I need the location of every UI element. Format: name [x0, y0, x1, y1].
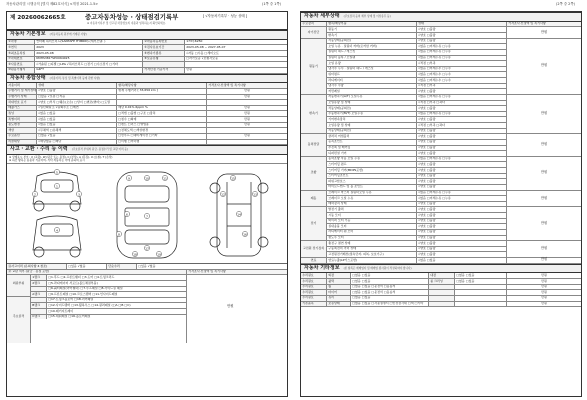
car-top-rear-glass [125, 230, 169, 244]
part-number-label: 13 [253, 192, 257, 197]
status-state: √양호 □불량 [37, 89, 117, 94]
detail-item: 윈도우 모터 [327, 236, 417, 241]
status-state: √없음 □있음 [37, 117, 117, 122]
basic-label: ⑩원동기형식 [7, 68, 35, 73]
detail-state: √양호 □불량 [418, 162, 436, 166]
status-name: 색상 [7, 128, 37, 133]
basic-info-table [7, 40, 287, 74]
detail-price: 만원 [540, 220, 548, 225]
detail-state: √없음 □미세누유 □누유 [418, 111, 451, 116]
frame-price-unit: 만원 [227, 304, 234, 309]
status-note: 만원 [244, 133, 250, 138]
other-item: 타이어 [327, 290, 351, 295]
car-diagram [7, 164, 287, 264]
part-number-label: 11 [163, 176, 167, 181]
rankB2-items: □19.패키지트레이 [48, 309, 74, 313]
part-number-label: 1 [56, 184, 58, 189]
status-name: 용도변경 [7, 123, 37, 128]
part-number-label: 7 [146, 214, 148, 219]
basic-label2: ⑧보증유형 [143, 57, 185, 62]
part-number-label: 14 [237, 212, 241, 217]
detail-state: √양호 □불량 [418, 184, 436, 189]
status-state: √일산화탄소 √탄화수소 □매연 [37, 106, 117, 111]
detail-row [327, 185, 506, 190]
detail-group [301, 134, 581, 157]
detail-item: 브레이크 오일 누유 [327, 196, 417, 201]
other-price: 만원 [541, 295, 547, 300]
status-detail: □선루프 □네비게이션 □기타 [117, 134, 207, 139]
detail-item: 오일 유량 [327, 61, 417, 66]
basic-value2: 2023-05-08 ~ 2027-05-07 [186, 45, 226, 49]
status-name: 배출가스 [7, 106, 37, 111]
detail-item: 스티어링조인트 [327, 174, 417, 179]
detail-item: 스티어링 기어(MDPS포함) [327, 168, 417, 173]
detail-item: 오일유량 및 상태 [327, 101, 417, 106]
status-state: □없음 √있음 [37, 134, 117, 139]
detail-price: 만원 [540, 246, 548, 251]
detail-state: √양호 □불량 [418, 38, 436, 43]
detail-item: 라디에이터 [327, 78, 417, 83]
other-title: 자동차 기타정보 (본 항목은 매매업자 및 매매업 종사원이 작성하여야 합니다) [301, 264, 581, 274]
other-item2: 내장 [429, 273, 455, 278]
car-rear-wheel-right [70, 247, 80, 257]
detail-group-name: 전기 [301, 207, 327, 240]
detail-state: √없음 □미세누유 □누유 [418, 156, 451, 161]
rank2-items: □5.라디에이터 서포트(볼트체결부품) [48, 280, 98, 285]
detail-item: 파워고압호스 [327, 179, 417, 184]
detail-item: 브레이크 마스터 실린더오일 누유 [327, 191, 417, 196]
other-item: 외장 [327, 273, 351, 278]
status-note: 만원 [244, 105, 250, 110]
status-name: 특별이력 [7, 117, 37, 122]
detail-item: 기어변속장치 [327, 117, 417, 122]
status-note: 만원 [244, 117, 250, 121]
detail-item: 실린더 헤드 / 개스킷 [327, 50, 417, 55]
status-note [207, 100, 287, 105]
detail-row [327, 236, 506, 241]
detail-state: √없음 □미세누유 □누유 [418, 94, 451, 99]
detail-item: 타이로드엔드 및 볼 조인트 [327, 185, 417, 190]
detail-item: 원동기 [327, 27, 417, 32]
frame-table: 외판부위 주요골격 1랭크 □1.후드 □2.프론트휀더 □3.도어 □4.트렁크리드 2랭크 □5.라디에이터 서포트(볼트체결부품) □6.쿼터패널(리어휀더) □7.루프패널 □8.사이드실 패널 A랭크 □9.프론트패널 □10.크로스멤버 □11.인사이드패널 □17.트렁크플로어 □18.리어패널 B랭크 □12.사이드멤버 □13.휠하우스 □14.필러패널 (□A □B □C) □19.패키지트레이 C랭크 □15.대쉬패널 □16.플로어패널 만원 [7, 275, 287, 343]
detail-title: 자동차 세부상태 (주요장치 등의 세부 상태 및 이상유무 등) [301, 12, 581, 22]
car-top-front-glass [125, 186, 169, 202]
part-number-label: 19 [157, 252, 161, 257]
detail-state: √없음 □미세누유 □누유 [418, 190, 451, 195]
detail-state: √없음 □미세누유 □누유 [418, 44, 451, 48]
status-note: 만원 [244, 111, 250, 115]
detail-state: √양호 □불량 [418, 117, 436, 121]
detail-state: √없음 □미세누유 □누유 [418, 49, 451, 54]
rank1-items: □1.후드 □2.프론트휀더 □3.도어 □4.트렁크리드 [48, 275, 115, 279]
part-number-label: 6 [126, 212, 128, 217]
detail-state: √없음 □미세누수 □누수 [418, 66, 451, 71]
detail-head: 주요장치 항목/해당부품 상태 가격조사·산정액 및 특기사항 [301, 22, 581, 28]
detail-group-name: 연료 [301, 258, 327, 263]
status-state: √없음 □있음 [37, 111, 117, 116]
basic-label2: ⑥변속기종류 [143, 51, 185, 56]
rankC-items: □15.대쉬패널 □16.플로어패널 [48, 314, 91, 319]
basic-info-title: 자동차 기본정보 (자동차등록 원부에 기재된 사항) [7, 30, 287, 40]
page-two [300, 11, 582, 397]
detail-item: 클러치 어셈블리 [327, 134, 417, 139]
other-item2 [429, 285, 455, 290]
detail-row [327, 202, 506, 207]
other-group: 수리필요 [301, 279, 327, 284]
status-state: □많음 √보통 □적음 [37, 95, 117, 100]
status-state: √양호 □부식 □훼손(오손) □상이 □변조(변타) □도말 [37, 100, 117, 105]
detail-state: √적정 □부족 □과다 [418, 100, 446, 105]
doc-title: 중고자동차성능 · 상태점검기록부 [85, 13, 179, 21]
part-number-label: 17 [145, 246, 149, 251]
detail-item: 연료누출(LP가스포함) [327, 258, 417, 263]
accident-summary-row: ⑪사고이력 (유의사항 4 참조) □있음 √없음 단순수리 □있음 √없음 [7, 264, 287, 270]
status-detail: □적법 □불법 □구조 □장치 [117, 111, 207, 116]
other-item: 휠 [327, 285, 351, 290]
status-note [207, 140, 287, 145]
outer-panel-label: 외판부위 [7, 275, 30, 297]
detail-state: √적정 □부족 [418, 83, 436, 88]
part-number-label: 8 [118, 232, 120, 237]
detail-group [301, 191, 581, 208]
other-state: □없음 □있음 [351, 279, 429, 284]
status-head: 사용이력 상태 항목/해당사항 가격조사·산정액 및 특기사항 [7, 83, 287, 89]
other-table [301, 273, 581, 307]
detail-state: √양호 □불량 [418, 213, 436, 217]
part-number-label: 18 [133, 252, 137, 257]
detail-state: √양호 □불량 [418, 106, 436, 110]
other-group: 수리필요 [301, 290, 327, 295]
car-rear-wheel-left [34, 247, 44, 257]
detail-group [301, 27, 581, 38]
detail-state: √없음 □있음 [418, 258, 436, 262]
accident-title: 사고 · 교환 · 수리 등 이력 (주요골격 부위의 판금, 용접수리 및 교환 이력 등) [7, 145, 287, 155]
detail-state: √없음 □미세누수 □누수 [418, 72, 451, 76]
other-price: 만원 [541, 273, 547, 277]
doc-title-options: [ √자동차기록부 · 성능 상태 ] [203, 14, 248, 18]
detail-item: 오일 누유 · 실린더 커버(로커암 커버) [327, 44, 417, 49]
detail-table [301, 27, 581, 263]
doc-number: 제 20260062665호 [10, 15, 66, 21]
detail-item: 구동축전지 격리 상태 [327, 247, 417, 252]
status-state: √해당없음 □해당 [37, 140, 117, 145]
part-number-label: 10 [145, 176, 149, 181]
part-number-label: 3 [78, 192, 80, 197]
detail-state: √양호 □불량 [418, 229, 436, 234]
detail-state: √양호 □불량 [418, 33, 436, 37]
accident-legend: ※ 상태표시 부호 : X (교환), W (판금 또는 용접), C (부식), A (흠집), U (요철), T (손상) ※ 하단 항목은 승용차 기준이며, 기타 자동차는 이에 준하여 표시 [7, 155, 287, 164]
detail-price: 만원 [540, 257, 548, 262]
detail-item: 작동상태(공회전) [327, 106, 417, 111]
detail-state: √양호 □불량 [418, 207, 436, 211]
major-frame-label: 주요골격 [7, 297, 30, 343]
detail-item: 스티어링 펌프 [327, 162, 417, 167]
detail-group-name: 제동 [301, 191, 327, 207]
rank2b-items: □6.쿼터패널(리어휀더) □7.루프패널 □8.사이드실 패널 [48, 286, 123, 291]
detail-state: √양호 □불량 [418, 235, 436, 240]
other-state2: □없음 □있음 [455, 279, 507, 284]
detail-group [301, 207, 581, 241]
part-number-label: 15 [231, 176, 235, 181]
basic-value2: 만원 [186, 67, 192, 72]
detail-row [327, 252, 506, 257]
other-item: 유리 [327, 296, 351, 301]
detail-price: 만원 [540, 170, 548, 175]
other-price: 만원 [541, 290, 547, 294]
part-number-label: 5 [56, 170, 58, 175]
basic-label2 [143, 62, 185, 67]
basic-value: √가솔린 □디젤 □LPG √하이브리드 □전기 □수소전기 □기타 [35, 62, 143, 67]
part-number-labels [32, 169, 257, 256]
basic-value: 2023-05-08 [35, 51, 143, 56]
detail-item: 디퍼런셜 기어 [327, 151, 417, 156]
status-detail: □렌트 □리스 □영업용 [117, 123, 207, 128]
basic-label2: ④검사유효기간 [143, 45, 185, 50]
status-state: √없음 □있음 [37, 123, 117, 128]
other-group: 수리필요 [301, 285, 327, 290]
detail-group-name: 동력전달 [301, 134, 327, 156]
detail-item: 수동변속기(M/T) 오일누유 [327, 112, 417, 117]
status-name: 주행거리 상태 [7, 95, 37, 100]
status-name: 튜닝 [7, 111, 37, 116]
detail-item: 커먼레일 [327, 89, 417, 94]
other-state: □없음 □있음 [351, 273, 429, 278]
status-detail [117, 95, 207, 100]
status-name: 차대번호 표기 [7, 100, 37, 105]
detail-group-name: 조향 [301, 157, 327, 190]
detail-item: 오일유량 및 상태 [327, 123, 417, 128]
detail-item: 발전기 출력 [327, 207, 417, 212]
status-note: 만원 [244, 122, 250, 127]
other-price: 만원 [541, 279, 547, 283]
detail-state: √양호 □불량 [418, 224, 436, 228]
basic-value: G4FT [35, 68, 143, 73]
detail-group-name: 고전원 전기장치 [301, 241, 327, 257]
status-name: 주행거리 및 계기상태 [8, 88, 37, 93]
status-title: 자동차 종합상태 (사용이력, 튜닝 및 특별이력 등에 관한 사항) [7, 74, 287, 84]
detail-state: √양호 □불량 [418, 173, 436, 178]
doc-note: ※ 자동차기록부 및 신고된 차량정보의 내용과 일치하는지 확인하세요. [87, 22, 166, 25]
basic-label: ⑤최초등록일 [7, 51, 35, 56]
other-state: □없음 □있음 □운전석 □동승석 [351, 285, 429, 290]
detail-state: √양호 □불량 [418, 139, 436, 144]
basic-value2 [185, 62, 287, 67]
detail-price: 만원 [540, 63, 548, 68]
status-detail: □침수 □화재 [117, 117, 207, 122]
detail-state: √없음 □미세누유 □누유 [418, 196, 451, 200]
detail-item: 작동상태(공회전) [327, 129, 417, 134]
detail-state: √양호 □불량 [418, 134, 436, 138]
status-detail [117, 100, 207, 105]
detail-state: √없음 □미세누유 □누유 [418, 55, 451, 60]
detail-item: 워터펌프 [327, 72, 417, 77]
status-note: 만원 [244, 94, 250, 99]
other-state2 [455, 296, 507, 301]
detail-item: 라디에이터 팬 모터 [327, 230, 417, 235]
status-name: 주요옵션 [7, 134, 37, 139]
detail-item: 추진축 및 베어링 [327, 146, 417, 151]
detail-group [301, 39, 581, 95]
other-price: 만원 [541, 301, 547, 306]
detail-group [301, 241, 581, 258]
detail-state: √양호 □불량 [418, 252, 436, 256]
car-front-wheel-left [34, 201, 44, 211]
status-state: √무채색 □유채색 [37, 128, 117, 133]
detail-state: √양호 □불량 [418, 246, 436, 251]
page-one [6, 11, 288, 397]
status-name: 리콜대상 [7, 140, 37, 145]
detail-row [327, 258, 506, 263]
detail-group [301, 95, 581, 134]
basic-value2: √자동 □수동 □세미오토 [186, 51, 219, 55]
detail-item: 고전원전기배선(접속단자, 피복, 보호기구) [327, 252, 417, 257]
rankA-items: □9.프론트패널 □10.크로스멤버 □11.인사이드패널 [48, 292, 118, 296]
status-note: 만원 [244, 88, 250, 93]
status-detail: □전체도색 □색상변경 [117, 128, 207, 133]
detail-state: √양호 □불량 [418, 168, 436, 172]
car-front-wheel-right [70, 201, 80, 211]
basic-label: ③연식 [7, 45, 35, 50]
detail-price: 만원 [540, 142, 548, 147]
status-detail: □이행 □미이행 [117, 140, 207, 145]
detail-item: 실린더 블록 / 오일팬 [327, 56, 417, 61]
basic-label: ⑨사용연료 [7, 62, 35, 67]
detail-state: √양호 □불량 [418, 27, 436, 31]
detail-item: 작동상태(공회전) [327, 39, 417, 44]
detail-item: 시동 모터 [327, 213, 417, 218]
rankA2-items: □17.트렁크플로어 □18.리어패널 [48, 297, 94, 302]
detail-group-name: 자기진단 [301, 27, 327, 37]
basic-label2: 가격산정 기준가격 [143, 68, 185, 73]
status-detail: 현재 주행거리 [ 33,656 km ] [117, 89, 207, 94]
detail-row [327, 33, 506, 38]
detail-state: √양호 □불량 [418, 201, 436, 206]
other-state: □없음 □있음 □운전석 □동승석 [351, 290, 429, 295]
detail-state: √양호 □불량 [418, 89, 436, 93]
basic-label2: ②자동차등록번호 [143, 40, 185, 45]
car-rear-outline [33, 216, 81, 250]
detail-price: 만원 [540, 111, 548, 116]
other-state: □없음 □있음 □사용설명서 □안전삼각대 □잭 □기타 [351, 302, 429, 307]
other-state2 [455, 302, 507, 307]
detail-row [327, 129, 506, 134]
part-number-label: 12 [221, 192, 225, 197]
detail-row [327, 89, 506, 94]
other-item: 광택 [327, 279, 351, 284]
frame-head: ⑫ 교환 여부 (판금 · 용접 포함) 가격조사·산정액 및 특기사항 [7, 270, 287, 276]
detail-group-name: 변속기 [301, 95, 327, 133]
detail-state: √없음 □미세누수 □누수 [418, 78, 451, 82]
basic-value: 싼타페 하이브리드(SANTAFE HYBRID) (세부모델: ) [35, 40, 143, 45]
detail-item: 변속기 [327, 33, 417, 38]
other-item2 [429, 302, 455, 307]
status-detail: 해당 0.01% 6ppm % [117, 106, 207, 111]
other-state: □없음 □있음 [351, 296, 429, 301]
other-state2 [455, 285, 507, 290]
page-number-right: (2쪽 중 2쪽) [556, 2, 575, 6]
detail-state: √양호 □불량 [418, 241, 436, 245]
page-number-left: (1쪽 중 1쪽) [262, 2, 281, 6]
other-state2 [455, 290, 507, 295]
other-group: 기본품목 [301, 302, 327, 307]
detail-item: 동력조향 작동 오일 누유 [327, 157, 417, 162]
doc-reference: 자동차관리법 시행규칙 [별지 제82호서식] <개정 2021.1.5> [6, 2, 99, 6]
detail-item: 등속조인트 [327, 140, 417, 145]
detail-price: 만원 [540, 195, 548, 200]
other-item: 보유상태 [327, 302, 351, 307]
status-table [7, 89, 287, 145]
basic-value: 2023 [35, 45, 143, 50]
other-group: 수리필요 [301, 273, 327, 278]
detail-state: √적정 □부족 [418, 61, 436, 65]
other-group: 수리필요 [301, 296, 327, 301]
detail-item: 냉각수 수량 [327, 84, 417, 89]
detail-state: √양호 □불량 [418, 218, 436, 223]
detail-item: 냉각수 누수 · 실린더 헤드 / 개스킷 [327, 67, 417, 72]
part-number-label: 9 [128, 176, 130, 181]
detail-state: √적정 □부족 □과다 [418, 123, 446, 127]
other-price: 만원 [541, 284, 547, 289]
detail-group-name: 원동기 [301, 39, 327, 94]
detail-group [301, 157, 581, 191]
other-item2: 룸 크리닝 [429, 279, 455, 284]
status-note [207, 128, 287, 133]
basic-value2: 173루6250 [186, 39, 203, 44]
detail-state: √양호 □불량 [418, 151, 436, 155]
detail-price: 만원 [540, 29, 548, 34]
other-item2 [429, 296, 455, 301]
basic-value2: □자가보증 √보험사보증 [186, 56, 218, 61]
car-diagram-svg [7, 164, 287, 264]
detail-item: 배력장치 상태 [327, 202, 417, 207]
detail-state: √양호 □불량 [418, 179, 436, 183]
detail-item: 실내송풍 모터 [327, 224, 417, 229]
detail-state: √양호 □불량 [418, 128, 436, 133]
part-number-label: 4 [56, 228, 58, 233]
part-number-label: 2 [34, 192, 36, 197]
basic-value: KMHS381*SPU064025 [35, 57, 143, 62]
basic-label: ①차명 [7, 40, 35, 45]
other-state2: □없음 □있음 [455, 273, 507, 278]
basic-label: ⑦차대번호 [7, 57, 35, 62]
other-row [301, 302, 581, 308]
part-number-label: 16 [243, 232, 247, 237]
detail-item: 충전구 절연 상태 [327, 241, 417, 246]
doc-title-block [7, 12, 287, 30]
detail-state: √양호 □불량 [418, 145, 436, 150]
detail-item: 자동변속기(A/T) 오일누유 [327, 95, 417, 100]
detail-item: 와이퍼 모터 기능 [327, 219, 417, 224]
rankB-items: □12.사이드멤버 □13.휠하우스 □14.필러패널 (□A □B □C) [48, 303, 131, 308]
detail-row [327, 151, 506, 156]
other-item2 [429, 290, 455, 295]
